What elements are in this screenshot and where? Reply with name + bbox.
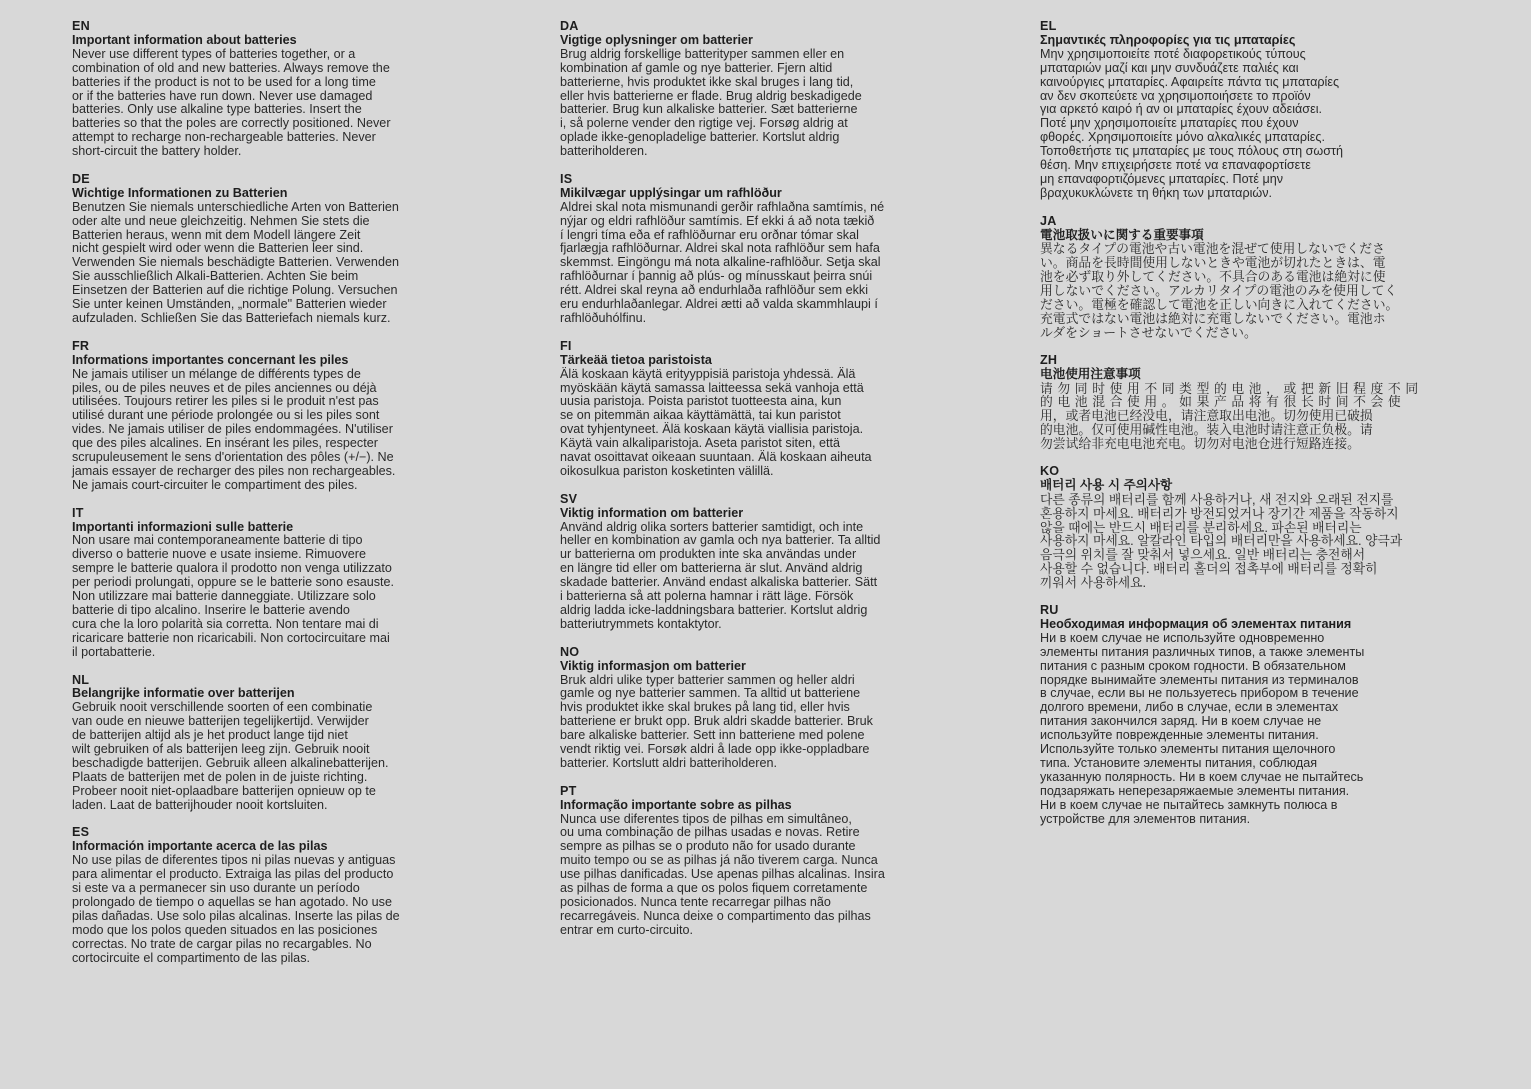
language-section: [560, 646, 1012, 771]
language-code-label: ES: [72, 825, 90, 840]
text-line: modo que los polos queden situados en las posiciones: [72, 922, 378, 937]
section-body-text: [1040, 242, 1492, 339]
text-line: 勿尝试给非充电电池充电。切勿对电池仓进行短路连接。: [1040, 436, 1360, 452]
text-line: питания закончился заряд. Ни в коем случае не: [1040, 714, 1322, 729]
text-line: nýjar og eldri rafhlöður samtímis. Ef ekki á að nota tækið: [560, 213, 875, 228]
text-line: Ποτέ μην χρησιμοποιείτε μπαταρίες που έχουν: [1040, 116, 1299, 131]
text-line: θέση. Μην επιχειρήσετε ποτέ να επαναφορτίσετε: [1040, 158, 1311, 173]
text-line: 的电池混合使用。如果产品将有很长时间不会使: [1040, 394, 1406, 410]
language-code-label: DE: [72, 171, 90, 186]
text-line: per periodi prolungati, oppure se le batterie sono esauste.: [72, 575, 395, 590]
text-line: posicionados. Nunca tente recarregar pilhas não: [560, 895, 831, 910]
section-body-text: [1040, 382, 1492, 452]
text-line: Brug aldrig forskellige batterityper sammen eller en: [560, 46, 845, 61]
language-section: [560, 20, 1012, 159]
text-line: il portabatterie.: [72, 644, 156, 659]
language-section: [1040, 20, 1492, 201]
text-line: laden. Laat de batterijhouder nooit kortsluiten.: [72, 797, 328, 812]
text-line: que des piles alcalines. En insérant les piles, respecter: [72, 436, 378, 451]
text-line: batteriene er brukt opp. Bruk aldri skadde batterier. Bruk: [560, 714, 873, 729]
text-line: aufzuladen. Schließen Sie das Batteriefach niemals kurz.: [72, 311, 391, 326]
language-section: [72, 674, 524, 813]
section-title: Необходимая информация об элементах питания: [1040, 616, 1352, 631]
text-line: navat osoittavat oikeaan suuntaan. Älä koskaan aiheuta: [560, 450, 872, 465]
text-line: pilas dañadas. Use solo pilas alcalinas. Inserte las pilas de: [72, 908, 400, 923]
text-line: bare alkaliske batterier. Sett inn batteriene med polene: [560, 728, 865, 743]
text-line: batterier. Kortslutt aldri batteriholderen.: [560, 755, 778, 770]
text-line: as pilhas de forma a que os polos fiquem corretamente: [560, 881, 868, 896]
text-line: Batterien heraus, wenn mit dem Modell längere Zeit: [72, 227, 361, 242]
text-line: Τοποθετήστε τις μπαταρίες με τους πόλους στη σωστή: [1040, 144, 1343, 159]
text-line: nicht gespielt wird oder wenn die Batterien leer sind.: [72, 241, 364, 256]
text-line: используйте поврежденные элементы питания.: [1040, 728, 1319, 743]
language-section: [560, 340, 1012, 479]
text-line: de batterijen altijd als je het product lange tijd niet: [72, 728, 348, 743]
text-line: rafhlöðurnar í þannig að plús- og mínusskaut þeirra snúi: [560, 269, 873, 284]
text-line: 異なるタイプの電池や古い電池を混ぜて使用しないでくださ: [1040, 241, 1385, 257]
text-line: Älä koskaan käytä erityyppisiä paristoja yhdessä. Älä: [560, 366, 856, 381]
section-body-text: [560, 813, 1012, 938]
text-line: για αρκετό καιρό ή αν οι μπαταρίες έχουν αδειάσει.: [1040, 102, 1322, 117]
text-line: μπαταριών μαζί και μην συνδυάζετε παλιές και: [1040, 60, 1299, 75]
text-line: Aldrei skal nota mismunandi gerðir rafhlaðna samtímis, né: [560, 199, 885, 214]
column-nordic-pt: [560, 20, 1012, 952]
section-title: Información importante acerca de las pilas: [72, 839, 328, 854]
text-line: or if the batteries have run down. Never use damaged: [72, 88, 373, 103]
text-line: scrupuleusement le sens d'orientation des pôles (+/−). Ne: [72, 450, 394, 465]
text-line: utilisé durant une période prolongée ou si les piles sont: [72, 408, 380, 423]
text-line: Ne jamais court-circuiter le compartiment des piles.: [72, 477, 358, 492]
section-body-text: [560, 674, 1012, 771]
text-line: 혼용하지 마세요. 배터리가 방전되었거나 장기간 제품을 작동하지: [1040, 505, 1399, 521]
language-code-label: PT: [560, 783, 577, 798]
section-title: Belangrijke informatie over batterijen: [72, 686, 295, 701]
text-line: 的电池。仅可使用碱性电池。装入电池时请注意正负极。请: [1040, 422, 1373, 438]
text-line: ur batterierna om produkten inte ska användas under: [560, 547, 857, 562]
text-line: eller hvis batterierne er flade. Brug aldrig beskadigede: [560, 88, 862, 103]
language-code-label: NL: [72, 672, 90, 687]
text-line: Sie ausschließlich Alkali-Batterien. Achten Sie beim: [72, 269, 359, 284]
section-body-text: [72, 368, 524, 493]
text-line: batteriholderen.: [560, 144, 648, 159]
language-code-label: IT: [72, 505, 84, 520]
text-line: 用，或者电池已经没电，请注意取出电池。切勿使用已破损: [1040, 408, 1373, 424]
language-code-label: DA: [560, 19, 579, 33]
section-title: Important information about batteries: [72, 32, 297, 47]
text-line: No use pilas de diferentes tipos ni pilas nuevas y antiguas: [72, 853, 396, 868]
text-line: 다른 종류의 배터리를 함께 사용하거나, 새 전지와 오래된 전지를: [1040, 491, 1394, 507]
text-line: i, så polerne vender den rigtige vej. Forsøg aldrig at: [560, 116, 848, 131]
text-line: beschadigde batterijen. Gebruik alleen alkalinebatterijen.: [72, 755, 389, 770]
text-line: 사용할 수 없습니다. 배터리 홀더의 접촉부에 배터리를 정확히: [1040, 561, 1378, 577]
text-line: в случае, если вы не пользуетесь прибором в течение: [1040, 686, 1359, 701]
text-line: oplade ikke-genopladelige batterier. Kortslut aldrig: [560, 130, 840, 145]
text-line: batteries if the product is not to be used for a long time: [72, 74, 376, 89]
section-title: Importanti informazioni sulle batterie: [72, 519, 294, 534]
text-line: Probeer nooit niet-oplaadbare batterijen opnieuw op te: [72, 783, 376, 798]
language-code-label: FI: [560, 338, 572, 353]
text-line: Non utilizzare mai batterie danneggiate. Utilizzare solo: [72, 589, 376, 604]
text-line: устройстве для элементов питания.: [1040, 811, 1251, 826]
language-section: [72, 173, 524, 326]
section-body-text: [1040, 48, 1492, 201]
text-line: указанную полярность. Ни в коем случае не пытайтесь: [1040, 769, 1364, 784]
text-line: piles, ou de piles neuves et de piles anciennes ou déjà: [72, 380, 377, 395]
text-line: batterierne, hvis produktet ikke skal bruges i lang tid,: [560, 74, 854, 89]
text-line: Bruk aldri ulike typer batterier sammen og heller aldri: [560, 672, 855, 687]
text-line: 池を必ず取り外してください。不具合のある電池は絶対に使: [1040, 269, 1386, 285]
text-line: batterier. Brug kun alkaliske batterier. Sæt batterierne: [560, 102, 858, 117]
section-title: 電池取扱いに関する重要事項: [1040, 227, 1204, 242]
section-body-text: [560, 368, 1012, 479]
text-line: долгого времени, либо в случае, если в элементах: [1040, 700, 1339, 715]
section-title: Informations importantes concernant les piles: [72, 352, 349, 367]
section-body-text: [1040, 493, 1492, 590]
language-code-label: EN: [72, 19, 90, 33]
language-section: [1040, 604, 1492, 827]
section-title: Informação importante sobre as pilhas: [560, 797, 792, 812]
text-line: rafhlöðuhólfinu.: [560, 311, 647, 326]
text-line: diverso o batterie nuove e usate insieme. Rimuovere: [72, 547, 367, 562]
language-code-label: IS: [560, 171, 573, 186]
language-section: [72, 340, 524, 493]
text-line: kombination af gamle og nye batterier. Fjern altid: [560, 60, 833, 75]
text-line: para alimentar el producto. Extraiga las pilas del producto: [72, 867, 394, 882]
text-line: batterie di tipo alcalino. Inserire le batterie avendo: [72, 603, 350, 618]
text-line: rétt. Aldrei skal reyna að endurhlaða rafhlöður sem ekki: [560, 283, 869, 298]
text-line: типа. Установите элементы питания, соблюдая: [1040, 755, 1318, 770]
text-line: jamais essayer de recharger des piles non rechargeables.: [72, 463, 396, 478]
text-line: wilt gebruiken of als batterijen leeg zijn. Gebruik nooit: [72, 742, 370, 757]
text-line: 充電式ではない電池は絶対に充電しないでください。電池ホ: [1040, 311, 1386, 327]
text-line: fjarlægja rafhlöðurnar. Aldrei skal nota rafhlöður sem hafa: [560, 241, 880, 256]
text-line: use pilhas danificadas. Use apenas pilhas alcalinas. Insira: [560, 867, 885, 882]
text-line: cortocircuite el compartimento de las pilas.: [72, 950, 310, 965]
language-section: [72, 826, 524, 965]
text-line: Plaats de batterijen met de polen in de juiste richting.: [72, 769, 368, 784]
language-code-label: EL: [1040, 19, 1057, 33]
text-line: подзаряжать неперезаряжаемые элементы питания.: [1040, 783, 1350, 798]
language-section: [560, 173, 1012, 326]
language-code-label: SV: [560, 491, 578, 506]
text-line: skemmst. Eingöngu má nota alkaline-rafhlöður. Setja skal: [560, 255, 881, 270]
text-line: heller en kombination av gamla och nya batterier. Ta alltid: [560, 533, 881, 548]
section-title: Vigtige oplysninger om batterier: [560, 32, 753, 47]
language-section: [72, 507, 524, 660]
text-line: φθορές. Χρησιμοποιείτε μόνο αλκαλικές μπαταρίες.: [1040, 130, 1325, 145]
text-line: muito tempo ou se as pilhas já não tiverem carga. Nunca: [560, 853, 878, 868]
text-line: 用しないでください。アルカリタイプの電池のみを使用してく: [1040, 283, 1398, 299]
section-title: Viktig information om batterier: [560, 505, 744, 520]
text-line: Non usare mai contemporaneamente batterie di tipo: [72, 533, 363, 548]
text-line: 음극의 위치를 잘 맞춰서 넣으세요. 일반 배터리는 충전해서: [1040, 547, 1366, 563]
text-line: sempre le batterie qualora il prodotto non venga utilizzato: [72, 561, 392, 576]
text-line: い。商品を長時間使用しないときや電池が切れたときは、電: [1040, 255, 1386, 271]
section-body-text: [72, 854, 524, 965]
text-line: oder alte und neue gleichzeitig. Nehmen Sie stets die: [72, 213, 370, 228]
text-line: utilisées. Toujours retirer les piles si le produit n'est pas: [72, 394, 379, 409]
text-line: prolongado de tiempo o aquellas se han agotado. No use: [72, 895, 392, 910]
text-line: se on pitemmän aikaa käyttämättä, tai kun paristot: [560, 408, 841, 423]
section-title: 배터리 사용 시 주의사항: [1040, 477, 1173, 492]
text-line: Einsetzen der Batterien auf die richtige Polung. Versuchen: [72, 283, 398, 298]
section-body-text: [72, 534, 524, 659]
text-line: 않을 때에는 반드시 배터리를 분리하세요. 파손된 배터리는: [1040, 519, 1362, 535]
text-line: ださい。電極を確認して電池を正しい向きに入れてください。: [1040, 297, 1399, 313]
text-line: элементы питания различных типов, а также элементы: [1040, 644, 1365, 659]
section-body-text: [72, 701, 524, 812]
text-line: eru endurhlaðanlegar. Aldrei ætti að valda skammhlaupi í: [560, 297, 878, 312]
section-title: Wichtige Informationen zu Batterien: [72, 185, 288, 200]
text-line: καινούργιες μπαταρίες. Αφαιρείτε πάντα τις μπαταρίες: [1040, 74, 1340, 89]
text-line: myöskään käytä samassa laitteessa sekä vanhoja että: [560, 380, 864, 395]
text-line: ricaricare batterie non ricaricabili. Non cortocircuitare mai: [72, 630, 390, 645]
text-line: oikosulkua pariston kosketinten välillä.: [560, 463, 774, 478]
language-section: [72, 20, 524, 159]
text-line: Käytä vain alkaliparistoja. Aseta paristot siten, että: [560, 436, 841, 451]
section-body-text: [72, 201, 524, 326]
text-line: si este va a permanecer sin uso durante un período: [72, 881, 360, 896]
language-code-label: JA: [1040, 213, 1057, 228]
text-line: recarregáveis. Nunca deixe o compartimento das pilhas: [560, 908, 871, 923]
text-line: van oude en nieuwe batterijen tegelijkertijd. Verwijder: [72, 714, 369, 729]
text-line: Benutzen Sie niemals unterschiedliche Arten von Batterien: [72, 199, 399, 214]
section-title: Tärkeää tietoa paristoista: [560, 352, 712, 367]
text-line: Nunca use diferentes tipos de pilhas em simultâneo,: [560, 811, 852, 826]
text-line: αν δεν σκοπεύετε να χρησιμοποιήσετε το προϊόν: [1040, 88, 1311, 103]
section-body-text: [560, 521, 1012, 632]
text-line: Ne jamais utiliser un mélange de différents types de: [72, 366, 361, 381]
text-line: Använd aldrig olika sorters batterier samtidigt, och inte: [560, 519, 864, 534]
text-line: ou uma combinação de pilhas usadas e novas. Retire: [560, 825, 860, 840]
text-line: порядке вынимайте элементы питания из терминалов: [1040, 672, 1359, 687]
column-west-european: [72, 20, 524, 979]
text-line: hvis produktet ikke skal brukes på lang tid, eller hvis: [560, 700, 850, 715]
section-title: Σημαντικές πληροφορίες για τις μπαταρίες: [1040, 32, 1296, 47]
section-title: Viktig informasjon om batterier: [560, 658, 746, 673]
text-line: batteriutrymmets kontaktytor.: [560, 616, 722, 631]
language-code-label: ZH: [1040, 352, 1058, 367]
language-section: [560, 785, 1012, 938]
text-line: Verwenden Sie niemals beschädigte Batterien. Verwenden: [72, 255, 399, 270]
text-line: βραχυκυκλώνετε τη θήκη των μπαταριών.: [1040, 185, 1273, 200]
section-title: Mikilvægar upplýsingar um rafhlöður: [560, 185, 782, 200]
section-body-text: [72, 48, 524, 159]
text-line: attempt to recharge non-rechargeable batteries. Never: [72, 130, 376, 145]
text-line: cura che la loro polarità sia corretta. Non tentare mai di: [72, 616, 379, 631]
section-body-text: [560, 201, 1012, 326]
text-line: i batterierna så att polerna hamnar i rätt läge. Försök: [560, 589, 854, 604]
text-line: short-circuit the battery holder.: [72, 144, 242, 159]
section-body-text: [560, 48, 1012, 159]
text-line: 请勿同时使用不同类型的电池，或把新旧程度不同: [1040, 380, 1423, 396]
text-line: uusia paristoja. Poista paristot tuotteesta aina, kun: [560, 394, 842, 409]
text-line: 끼워서 사용하세요.: [1040, 575, 1147, 591]
language-section: [1040, 354, 1492, 451]
text-line: vides. Ne jamais utiliser de piles endommagées. N'utiliser: [72, 422, 393, 437]
column-east-asian-cyrillic: [1040, 20, 1492, 840]
text-line: ルダをショートさせないでください。: [1040, 324, 1257, 340]
text-line: ovat tyhjentyneet. Älä koskaan käytä viallisia paristoja.: [560, 422, 864, 437]
text-line: gamle og nye batterier sammen. Ta alltid ut batteriene: [560, 686, 861, 701]
language-code-label: KO: [1040, 463, 1060, 478]
text-line: Используйте только элементы питания щелочного: [1040, 742, 1336, 757]
language-code-label: NO: [560, 644, 580, 659]
text-line: Sie unter keinen Umständen, „normale" Batterien wieder: [72, 297, 387, 312]
text-line: combination of old and new batteries. Always remove the: [72, 60, 390, 75]
language-section: [560, 493, 1012, 632]
text-line: batteries so that the poles are correctly positioned. Never: [72, 116, 391, 131]
text-line: en längre tid eller om batterierna är slut. Använd aldrig: [560, 561, 863, 576]
language-section: [1040, 215, 1492, 340]
text-line: Gebruik nooit verschillende soorten of een combinatie: [72, 700, 373, 715]
section-body-text: [1040, 632, 1492, 827]
text-line: vendt riktig vei. Forsøk aldri å lade opp ikke-oppladbare: [560, 742, 870, 757]
text-line: Never use different types of batteries together, or a: [72, 46, 356, 61]
text-line: Ни в коем случае не пытайтесь замкнуть полюса в: [1040, 797, 1338, 812]
text-line: correctas. No trate de cargar pilas no recargables. No: [72, 936, 372, 951]
text-line: skadade batterier. Använd endast alkaliska batterier. Sätt: [560, 575, 878, 590]
text-line: sempre as pilhas se o produto não for usado durante: [560, 839, 856, 854]
text-line: 사용하지 마세요. 알칼라인 타입의 배터리만을 사용하세요. 양극과: [1040, 533, 1403, 549]
language-code-label: RU: [1040, 603, 1059, 617]
text-line: μη επαναφορτιζόμενες μπαταρίες. Ποτέ μην: [1040, 171, 1284, 186]
text-line: Μην χρησιμοποιείτε ποτέ διαφορετικούς τύπους: [1040, 46, 1306, 61]
language-section: [1040, 465, 1492, 590]
text-line: í lengri tíma eða ef rafhlöðurnar eru orðnar tómar skal: [560, 227, 859, 242]
section-title: 电池使用注意事项: [1040, 366, 1141, 381]
text-line: batteries. Only use alkaline type batteries. Insert the: [72, 102, 362, 117]
text-line: entrar em curto-circuito.: [560, 922, 693, 937]
text-line: Ни в коем случае не используйте одновременно: [1040, 630, 1325, 645]
text-line: aldrig ladda icke-laddningsbara batterier. Kortslut aldrig: [560, 603, 868, 618]
language-code-label: FR: [72, 338, 90, 353]
text-line: питания с разным сроком годности. В обязательном: [1040, 658, 1346, 673]
